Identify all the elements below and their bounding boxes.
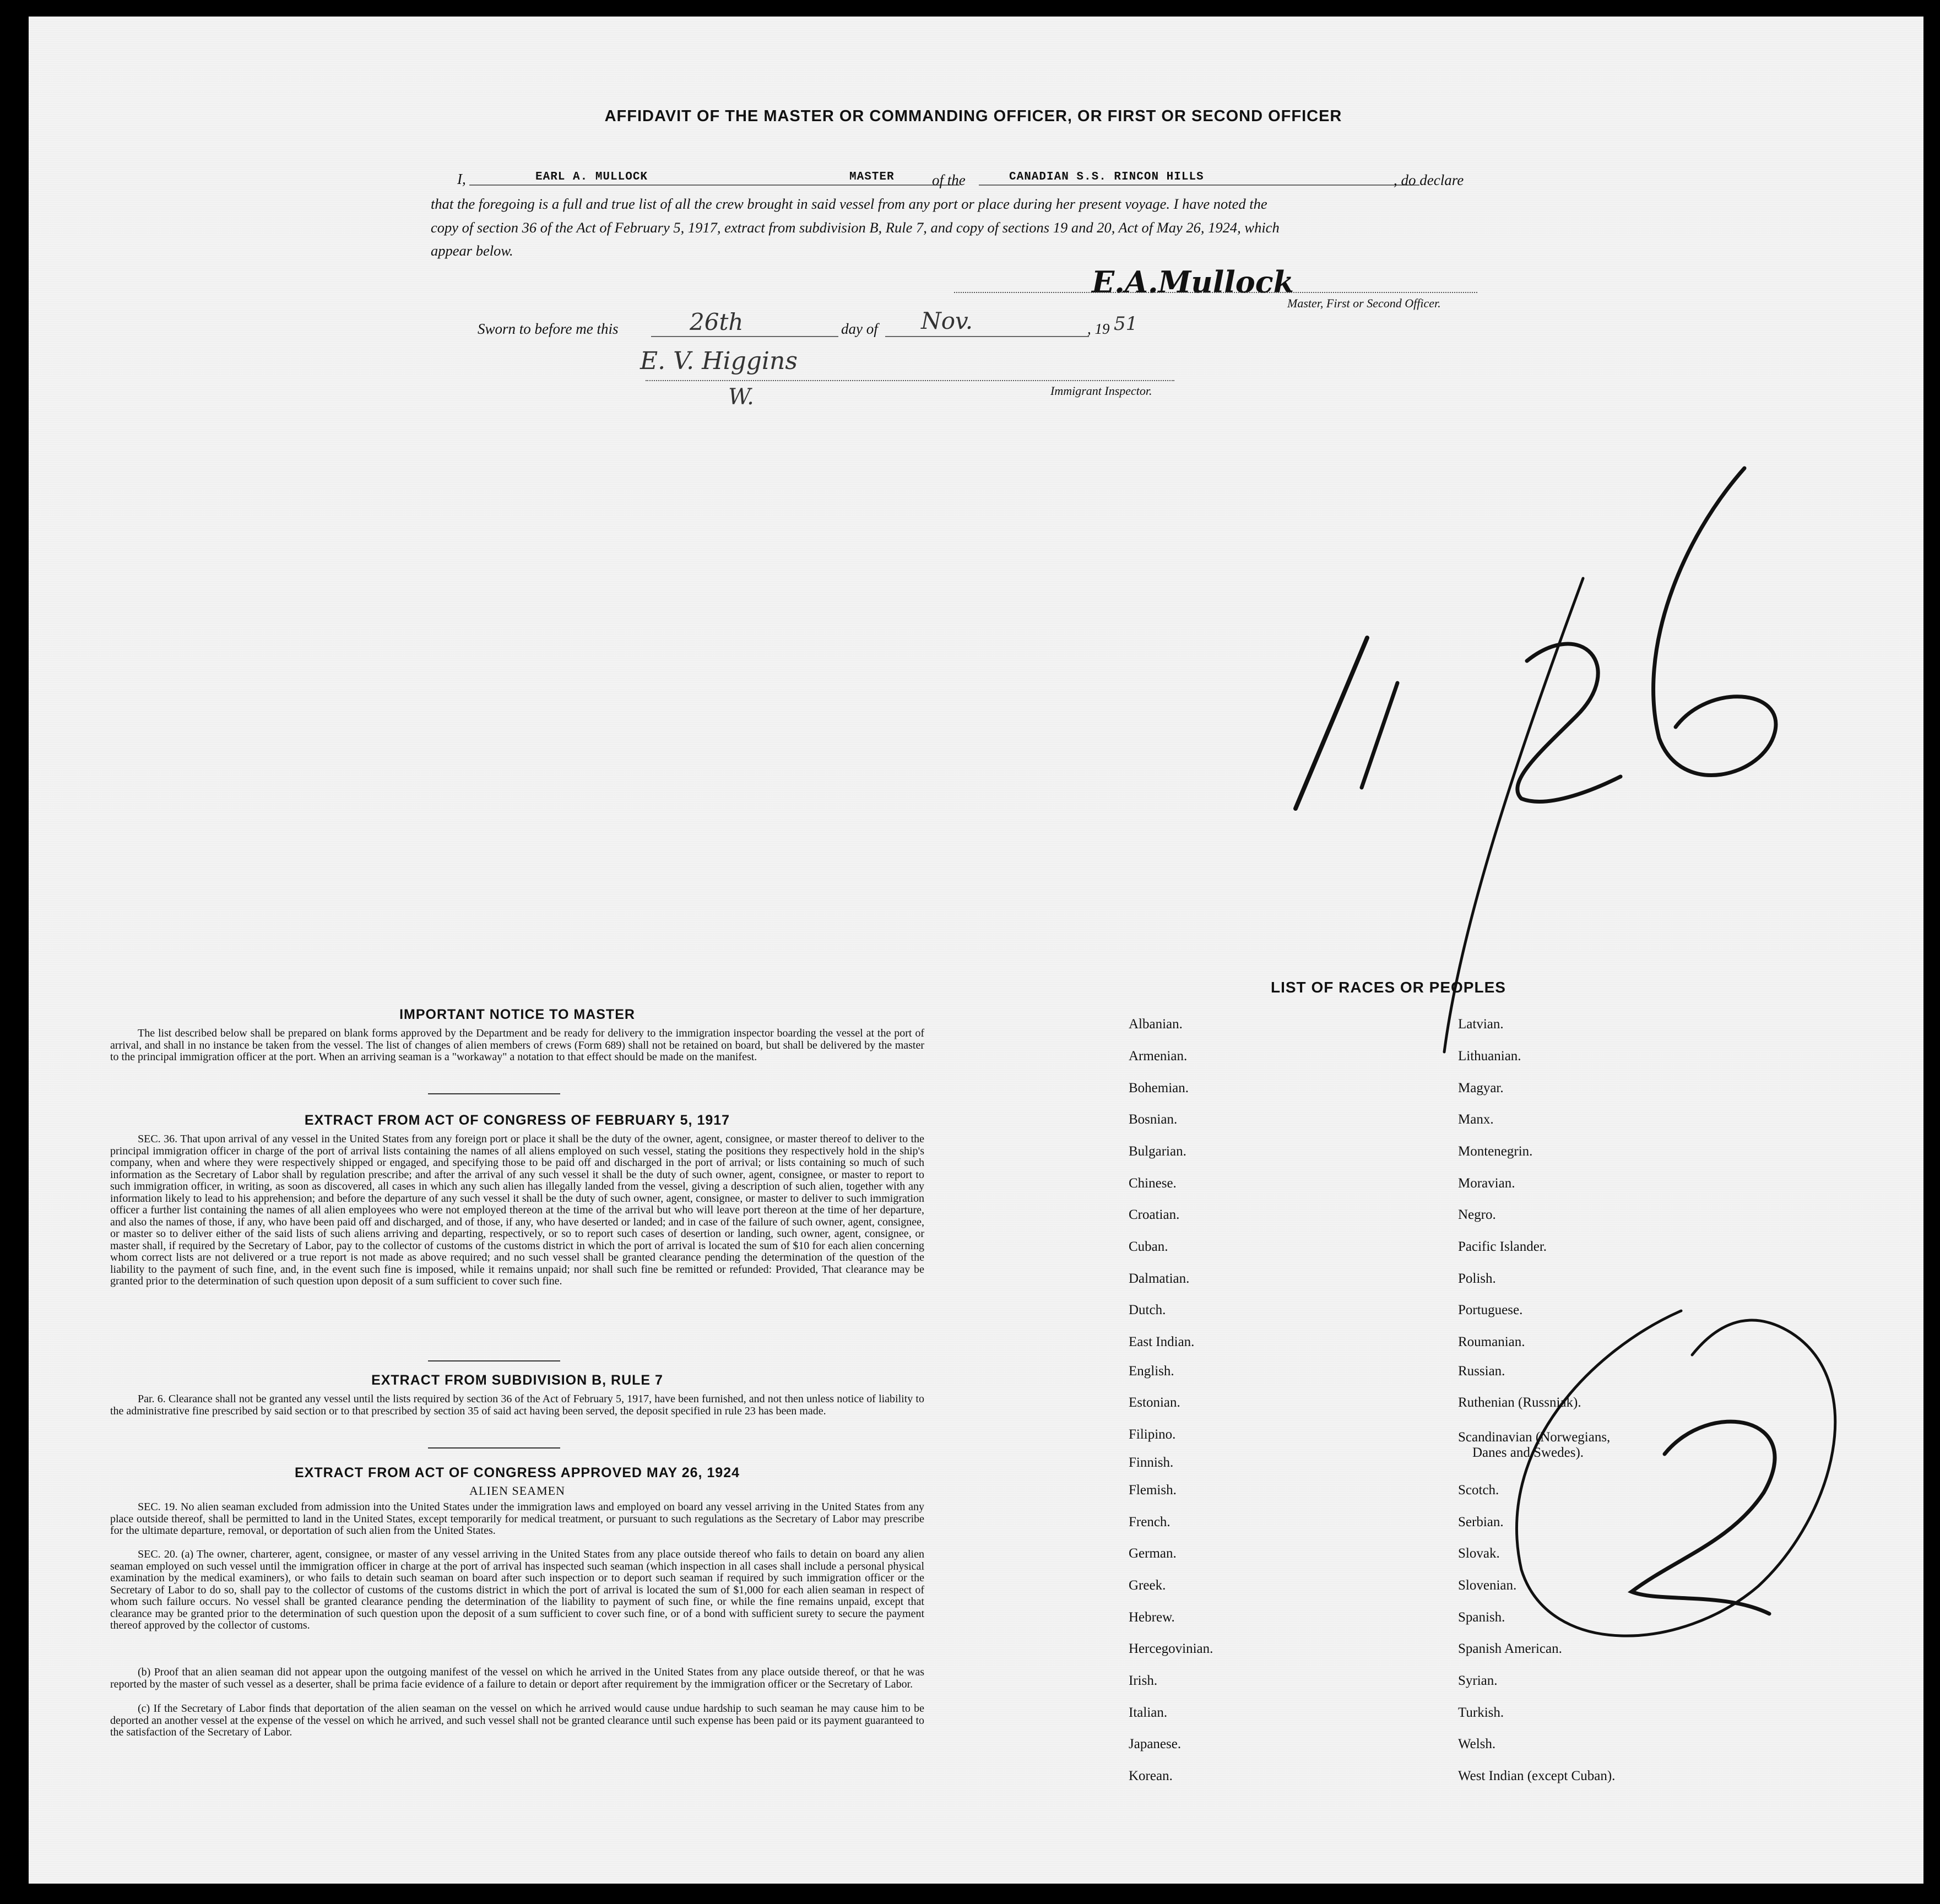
affidavit-line-3: copy of section 36 of the Act of February 5, 1917, extract from subdivision B, Rule 7, and copy of sections 19 and 20, Act of May 26, 1924, which — [431, 219, 1280, 236]
race-item: Italian. — [1129, 1705, 1168, 1720]
race-item: Slovenian. — [1458, 1578, 1517, 1593]
notice-text: The list described below shall be prepared on blank forms approved by the Department and be ready for delivery to the immigration inspector boarding the vessel at the port of arrival, and shall in no instance be taken from the vessel. The list of changes of alien members of crews (Form 689) shall not be retained on board, but shall be delivered by the master to the principal immigration officer at the port. When an arriving seaman is a "workaway" a notation to that effect should be made on the manifest. — [110, 1027, 924, 1063]
race-item: Latvian. — [1458, 1017, 1504, 1032]
race-item: Slovak. — [1458, 1546, 1500, 1561]
vessel-name: CANADIAN S.S. RINCON HILLS — [1009, 171, 1204, 183]
sworn-label: Sworn to before me this — [478, 321, 619, 337]
race-item: Flemish. — [1129, 1483, 1177, 1498]
race-item: Negro. — [1458, 1207, 1496, 1222]
race-item: Irish. — [1129, 1673, 1158, 1688]
race-item: Greek. — [1129, 1578, 1166, 1593]
of-the-label: of the — [932, 172, 966, 188]
race-item: Filipino. — [1129, 1427, 1176, 1442]
inspector-signature: E. V. Higgins — [640, 347, 798, 375]
race-item: Bulgarian. — [1129, 1144, 1186, 1159]
race-item: Hebrew. — [1129, 1610, 1175, 1625]
race-item: Polish. — [1458, 1271, 1496, 1286]
race-item: Spanish. — [1458, 1610, 1505, 1625]
race-item: Dalmatian. — [1129, 1271, 1190, 1286]
inspector-caption: Immigrant Inspector. — [1050, 384, 1152, 398]
race-item: Estonian. — [1129, 1395, 1180, 1410]
master-signature-caption: Master, First or Second Officer. — [1287, 296, 1441, 310]
race-item: Serbian. — [1458, 1515, 1504, 1529]
extract-1917-title: EXTRACT FROM ACT OF CONGRESS OF FEBRUARY 5, 1917 — [304, 1113, 730, 1128]
race-item: East Indian. — [1129, 1335, 1195, 1349]
notice-title: IMPORTANT NOTICE TO MASTER — [399, 1007, 635, 1022]
master-rank: MASTER — [849, 171, 895, 183]
divider — [428, 1360, 560, 1361]
race-item: Dutch. — [1129, 1303, 1166, 1317]
extract-1924-sec19: SEC. 19. No alien seaman excluded from admission into the United States under the immigration laws and employed on board any vessel arriving in the United States from any place outside thereof, shall be permitted to land in the United States, except temporarily for medical treatment, or pursuant to such regulations as the Secretary of Labor may prescribe for the ultimate departure, removal, or deportation of such alien from the United States. — [110, 1501, 924, 1537]
race-item: French. — [1129, 1515, 1170, 1529]
race-item: Cuban. — [1129, 1239, 1168, 1254]
race-item: Pacific Islander. — [1458, 1239, 1547, 1254]
year-suffix: 51 — [1114, 313, 1138, 335]
race-item: Scandinavian (Norwegians, — [1458, 1430, 1611, 1445]
race-item: Korean. — [1129, 1769, 1173, 1783]
circled-number-two — [1632, 1422, 1775, 1614]
race-item: Magyar. — [1458, 1081, 1504, 1095]
affidavit-line-2: that the foregoing is a full and true list of all the crew brought in said vessel from any port or place during her present voyage. I have noted the — [431, 196, 1267, 212]
document-page — [29, 17, 1923, 1884]
race-item: Hercegovinian. — [1129, 1641, 1213, 1656]
affidavit-line-4: appear below. — [431, 242, 513, 259]
race-item: Bosnian. — [1129, 1112, 1178, 1127]
master-signature: E.A.Mullock — [1092, 264, 1294, 300]
race-item: Portuguese. — [1458, 1303, 1523, 1317]
race-item: Turkish. — [1458, 1705, 1504, 1720]
race-item: Armenian. — [1129, 1049, 1188, 1064]
extract-rule7-text: Par. 6. Clearance shall not be granted any vessel until the lists required by section 36 of the Act of February 5, 1917, have been furnished, and not then unless notice of liability to the administrative fine prescribed by said section or to that prescribed by section 35 of said act having been served, the deposit specified in rule 23 has been made. — [110, 1393, 924, 1417]
race-item: Albanian. — [1129, 1017, 1183, 1032]
do-declare-label: , do declare — [1394, 172, 1464, 188]
race-item: Danes and Swedes). — [1472, 1445, 1584, 1460]
race-item: English. — [1129, 1364, 1174, 1379]
date-stroke-2 — [1362, 683, 1397, 788]
sworn-day: 26th — [690, 308, 744, 335]
extract-1924-subtitle: ALIEN SEAMEN — [469, 1484, 565, 1498]
race-item: Lithuanian. — [1458, 1049, 1521, 1064]
extract-rule7-title: EXTRACT FROM SUBDIVISION B, RULE 7 — [371, 1373, 663, 1388]
year-prefix: , 19 — [1087, 321, 1110, 337]
master-name: EARL A. MULLOCK — [535, 171, 648, 183]
race-item: Moravian. — [1458, 1176, 1515, 1191]
race-item: Russian. — [1458, 1364, 1505, 1379]
extract-1924-sec20c: (c) If the Secretary of Labor finds that deportation of the alien seaman on the vessel on which he arrived would cause undue hardship to such seaman he may cause him to be deported an another vessel at the expense of the vessel on which he arrived, and such vessel shall not be granted clearance until such expense has been paid or its payment guaranteed to the satisfaction of the Secretary of Labor. — [110, 1702, 924, 1738]
race-item: Finnish. — [1129, 1455, 1174, 1470]
extract-1924-title: EXTRACT FROM ACT OF CONGRESS APPROVED MAY 26, 1924 — [294, 1465, 740, 1480]
divider — [428, 1447, 560, 1449]
affidavit-title: AFFIDAVIT OF THE MASTER OR COMMANDING OFFICER, OR FIRST OR SECOND OFFICER — [604, 107, 1342, 125]
race-item: Japanese. — [1129, 1737, 1182, 1751]
affidavit-i-label: I, — [457, 171, 466, 187]
race-item: Chinese. — [1129, 1176, 1177, 1191]
day-of-label: day of — [841, 321, 878, 337]
race-item: Bohemian. — [1129, 1081, 1189, 1095]
circled-number-ring — [1516, 1311, 1835, 1636]
races-title: LIST OF RACES OR PEOPLES — [1271, 979, 1506, 996]
race-item: Spanish American. — [1458, 1641, 1562, 1656]
extract-1924-sec20a: SEC. 20. (a) The owner, charterer, agent, consignee, or master of any vessel arriving in the United States from any place outside thereof who fails to detain on board any alien seaman employed on such vessel until the immigration officer in charge at the port of arrival has inspected such seaman (which inspection in all cases shall include a personal physical examination by the medical examiners), or who fails to detain such seaman on board after such inspection or to deport such seaman if required by such immigration officer or the Secretary of Labor to do so, shall pay to the collector of customs of the customs district in which the port of arrival is located the sum of $1,000 for each alien seaman in respect of whom such failure occurs. No vessel shall be granted clearance pending the determination of the liability to payment of such fine, or while the fine remains unpaid, except that clearance may be granted prior to the determination of such question upon the deposit of a sum sufficient to cover such fine, or of a bond with sufficient surety to secure the payment thereof approved by the collector of customs. — [110, 1548, 924, 1631]
race-item: German. — [1129, 1546, 1177, 1561]
inspector-initial: W. — [728, 384, 754, 410]
race-item: Ruthenian (Russniak). — [1458, 1395, 1581, 1410]
race-item: Welsh. — [1458, 1737, 1496, 1751]
race-item: West Indian (except Cuban). — [1458, 1769, 1616, 1783]
race-item: Croatian. — [1129, 1207, 1180, 1222]
race-item: Scotch. — [1458, 1483, 1499, 1498]
extract-1917-text: SEC. 36. That upon arrival of any vessel in the United States from any foreign port or place it shall be the duty of the owner, agent, consignee, or master thereof to deliver to the principal immigration officer in charge of the port of arrival lists containing the names of all aliens employed on such vessel, stating the positions they respectively hold in the ship's company, when and where they were respectively shipped or engaged, and specifying those to be paid off and discharged in the port of arrival; or lists containing so much of such information as the Secretary of Labor shall by regulation prescribe; and after the arrival of any such vessel it shall be the duty of such owner, agent, consignee, or master to report to such immigration officer, in writing, as soon as discovered, all cases in which any such alien has illegally landed from the vessel, giving a description of such alien, together with any information likely to lead to his apprehension; and before the departure of any such vessel it shall be the duty of such owner, agent, consignee, or master to deliver to such immigration officer a further list containing the names of all alien employees who were not employed thereon at the time of the arrival but who will leave port thereon at the time of her departure, and also the names of those, if any, who have been paid off and discharged, and of those, if any, who have deserted or landed; and in case of the failure of such owner, agent, consignee, or master so to deliver either of the said lists of such aliens arriving and departing, respectively, or so to report such cases of desertion or landing, such owner, agent, consignee, or master shall, if required by the Secretary of Labor, pay to the collector of customs of the customs district in which the port of arrival is located the sum of $10 for each alien concerning whom correct lists are not delivered or a true report is not made as above required; and no such vessel shall be granted clearance pending the determination of the question of the liability to the payment of such fine, and, in the event such fine is imposed, while it remains unpaid; nor shall such fine be remitted or refunded: Provided, That clearance may be granted prior to the determination of such question upon deposit of a sum sufficient to cover such fine. — [110, 1133, 924, 1287]
divider — [428, 1093, 560, 1094]
race-item: Manx. — [1458, 1112, 1494, 1127]
date-six — [1654, 468, 1776, 775]
sworn-month: Nov. — [921, 307, 973, 334]
date-stroke-1 — [1296, 638, 1367, 809]
race-item: Syrian. — [1458, 1673, 1498, 1688]
extract-1924-sec20b: (b) Proof that an alien seaman did not appear upon the outgoing manifest of the vessel on which he arrived in the United States from any place outside thereof, or that he was reported by the master of such vessel as a deserter, shall be prima facie evidence of a failure to detain or deport after requirement by the immigration officer or the Secretary of Labor. — [110, 1666, 924, 1690]
race-item: Roumanian. — [1458, 1335, 1525, 1349]
race-item: Montenegrin. — [1458, 1144, 1533, 1159]
